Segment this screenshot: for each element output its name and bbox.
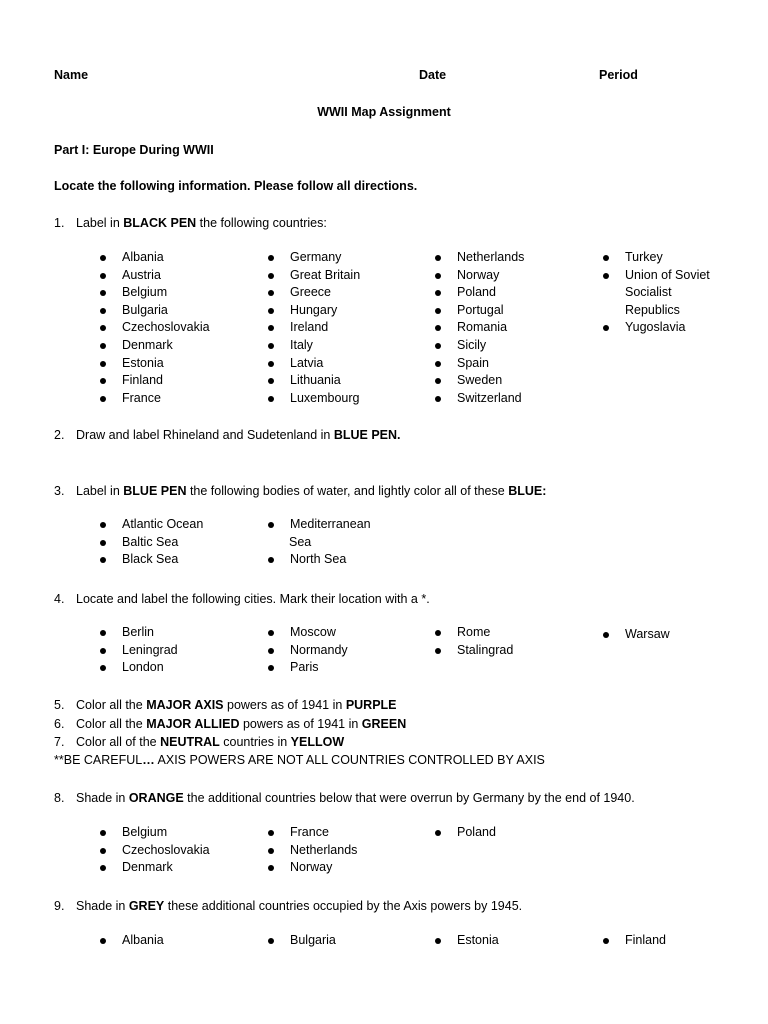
list-item: Netherlands [432, 249, 524, 267]
list-item: Portugal [432, 302, 524, 320]
q9-country-list-col2 [265, 932, 336, 950]
q1-country-list-col4 [600, 249, 710, 337]
page-title: WWII Map Assignment [317, 105, 451, 119]
list-item: France [97, 390, 210, 408]
q4-city-list-col3 [432, 624, 513, 659]
list-item: Sweden [432, 372, 524, 390]
q9-country-list-col4 [600, 932, 666, 950]
list-item: Czechoslovakia [97, 842, 210, 860]
list-item: Belgium [97, 824, 210, 842]
list-item: London [97, 659, 178, 677]
list-item: Norway [432, 267, 524, 285]
list-item: Austria [97, 267, 210, 285]
part-title: Part I: Europe During WWII [54, 143, 214, 157]
q9-country-list-col1 [97, 932, 164, 950]
list-item: Sea [289, 534, 312, 549]
q4-city-list-col4 [600, 626, 670, 644]
q3-water-list-col2 [265, 516, 371, 569]
list-item: Great Britain [265, 267, 360, 285]
name-label: Name [54, 68, 89, 82]
q9-country-list-col3 [432, 932, 499, 950]
list-item: Baltic Sea [97, 534, 203, 552]
list-item: Finland [600, 932, 666, 950]
warning-note: **BE CAREFUL… AXIS POWERS ARE NOT ALL COUNTRIES CONTROLLED BY AXIS [54, 753, 545, 767]
list-item: Paris [265, 659, 348, 677]
question-number: 1. [54, 216, 65, 230]
question-number: 6. [54, 717, 65, 731]
list-item: Stalingrad [432, 642, 513, 660]
q3-water-list-col1 [97, 516, 203, 569]
list-item: Normandy [265, 642, 348, 660]
list-item: North Sea [265, 551, 371, 569]
list-item: Mediterranean [265, 516, 371, 534]
q1-country-list-col1 [97, 249, 210, 407]
list-item: Belgium [97, 284, 210, 302]
question-number: 4. [54, 592, 65, 606]
list-item: Denmark [97, 859, 210, 877]
q8-country-list-col2 [265, 824, 357, 877]
list-item: Socialist [625, 285, 672, 300]
list-item: Union of Soviet [600, 267, 710, 285]
list-item: Germany [265, 249, 360, 267]
list-item: Warsaw [600, 626, 670, 644]
question-number: 7. [54, 735, 65, 749]
question-number: 5. [54, 698, 65, 712]
list-item: Bulgaria [97, 302, 210, 320]
list-item: Italy [265, 337, 360, 355]
list-item: Berlin [97, 624, 178, 642]
list-item: Sicily [432, 337, 524, 355]
list-item: Ireland [265, 319, 360, 337]
list-item: Albania [97, 932, 164, 950]
list-item: Denmark [97, 337, 210, 355]
list-item: Czechoslovakia [97, 319, 210, 337]
list-item: Netherlands [265, 842, 357, 860]
list-item: Leningrad [97, 642, 178, 660]
worksheet-page: Name Date Period WWII Map Assignment Part I: Europe During WWII Locate the following information. Please follow all directions. 1. Label in BLACK PEN the following countries: Albania Austria Belgium Bulgaria Czechoslovakia Denmark Estonia Finland France Germany Great Britain Greece Hungary Ireland Italy Latvia Lithuania Luxembourg Netherlands Norway Poland Portugal Romania Sicily Spain Sweden Switzerland Turkey Union of Soviet Socialist Republics Yugoslavia 2. Draw and label Rhineland and Sudetenland in BLUE PEN. 3. Label in BLUE PEN the following bodies of water, and lightly color all of these BLUE: Atlantic Ocean Baltic Sea Black Sea Mediterranean Sea North Sea 4. Locate and label the following cities. Mark their location with a *. Berlin Leningrad London Moscow Normandy Paris Rome Stalingrad Warsaw 5. Color all the MAJOR AXIS powers as of 1941 in PURPLE 6. Color all the MAJOR ALLIED powers as of 1941 in GREEN 7. Color all of the NEUTRAL countries in YELLOW **BE CAREFUL… AXIS POWERS ARE NOT ALL COUNTRIES CONTROLLED BY AXIS 8. Shade in ORANGE the additional countries below that were overrun by Germany by the end of 1940. Belgium Czechoslovakia Denmark France Netherlands Norway Poland 9. Shade in GREY these additional countries occupied by the Axis powers by 1945. Albania Bulgaria Estonia Finland [0, 0, 768, 1024]
list-item: Moscow [265, 624, 348, 642]
list-item: Republics [625, 302, 680, 317]
list-item: Switzerland [432, 390, 524, 408]
q1-country-list-col2 [265, 249, 360, 407]
question-number: 9. [54, 899, 65, 913]
list-item: Latvia [265, 355, 360, 373]
list-item: Luxembourg [265, 390, 360, 408]
date-label: Date [419, 68, 447, 82]
list-item: Estonia [97, 355, 210, 373]
q1-country-list-col3 [432, 249, 524, 407]
list-item: Albania [97, 249, 210, 267]
intro-instructions: Locate the following information. Please follow all directions. [54, 179, 418, 193]
list-item: Atlantic Ocean [97, 516, 203, 534]
list-item: Lithuania [265, 372, 360, 390]
period-label: Period [599, 68, 638, 82]
list-item: France [265, 824, 357, 842]
list-item: Turkey [600, 249, 710, 267]
list-item: Finland [97, 372, 210, 390]
q8-country-list-col1 [97, 824, 210, 877]
q8-country-list-col3 [432, 824, 496, 842]
list-item: Black Sea [97, 551, 203, 569]
list-item: Hungary [265, 302, 360, 320]
list-item: Estonia [432, 932, 499, 950]
list-item: Romania [432, 319, 524, 337]
list-item: Poland [432, 824, 496, 842]
list-item: Bulgaria [265, 932, 336, 950]
q4-city-list-col2 [265, 624, 348, 677]
list-item: Norway [265, 859, 357, 877]
question-number: 3. [54, 484, 65, 498]
question-number: 8. [54, 791, 65, 805]
q4-city-list-col1 [97, 624, 178, 677]
list-item: Spain [432, 355, 524, 373]
list-item: Greece [265, 284, 360, 302]
list-item: Yugoslavia [600, 319, 710, 337]
question-number: 2. [54, 428, 65, 442]
list-item: Poland [432, 284, 524, 302]
list-item: Rome [432, 624, 513, 642]
